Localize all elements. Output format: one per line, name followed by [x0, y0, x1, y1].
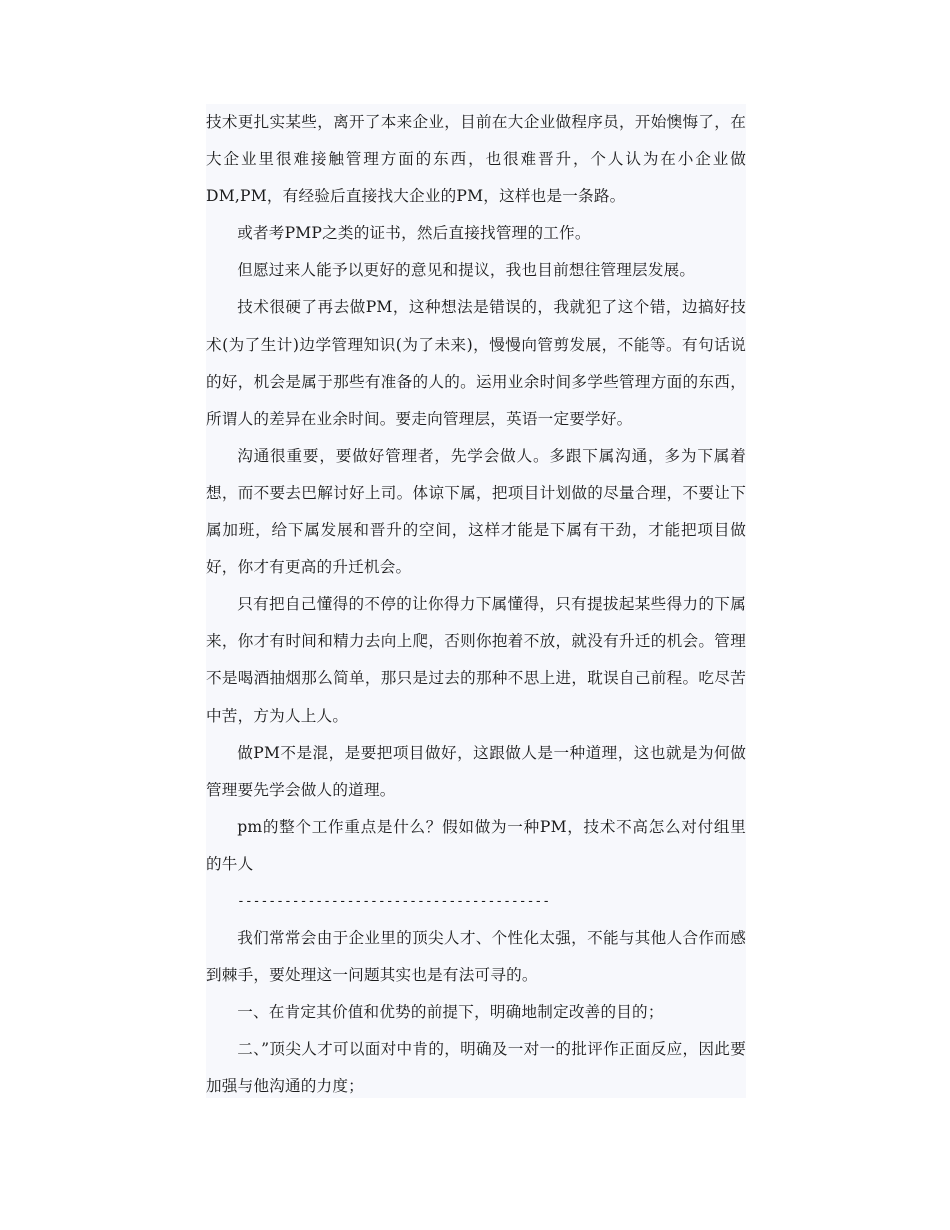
separator-line: ---------------------------------------- — [237, 893, 551, 909]
paragraph-9: 我们常常会由于企业里的顶尖人才、个性化太强，不能与其他人合作而感到棘手，要处理这一问题其实也是有法可寻的。 — [206, 929, 746, 985]
paragraph-11: 二、”顶尖人才可以面对中肯的，明确及一对一的批评作正面反应，因此要加强与他沟通的力度； — [206, 1040, 746, 1096]
paragraph-7: 做PM不是混，是要把项目做好，这跟做人是一种道理，这也就是为何做管理要先学会做人的道理。 — [206, 743, 746, 799]
document-text-block — [206, 104, 746, 1098]
paragraph-5: 沟通很重要，要做好管理者，先学会做人。多跟下属沟通，多为下属着想，而不要去巴解讨好上司。体谅下属，把项目计划做的尽量合理，不要让下属加班，给下属发展和晋升的空间，这样才能是下属有干劲，才能把项目做好，你才有更高的升迁机会。 — [206, 446, 746, 577]
paragraph-3: 但愿过来人能予以更好的意见和提议，我也目前想往管理层发展。 — [237, 261, 696, 280]
paragraph-1: 技术更扎实某些，离开了本来企业，目前在大企业做程序员，开始懊悔了，在大企业里很难接触管理方面的东西，也很难晋升，个人认为在小企业做DM,PM，有经验后直接找大企业的PM，这样也是一条路。 — [206, 113, 746, 206]
paragraph-2: 或者考PMP之类的证书，然后直接找管理的工作。 — [237, 224, 591, 243]
paragraph-6: 只有把自己懂得的不停的让你得力下属懂得，只有提拔起某些得力的下属来，你才有时间和精力去向上爬，否则你抱着不放，就没有升迁的机会。管理不是喝酒抽烟那么简单，那只是过去的那种不思上进，耽误自己前程。吃尽苦中苦，方为人上人。 — [206, 595, 746, 725]
paragraph-8: pm的整个工作重点是什么？假如做为一种PM，技术不高怎么对付组里的牛人 — [206, 817, 746, 873]
paragraph-10: 一、在肯定其价值和优势的前提下，明确地制定改善的目的； — [237, 1003, 664, 1022]
paragraph-4: 技术很硬了再去做PM，这种想法是错误的，我就犯了这个错，边搞好技术(为了生计)边学管理知识(为了未来)，慢慢向管剪发展，不能等。有句话说的好，机会是属于那些有准备的人的。运用业余时间多学些管理方面的东西，所谓人的差异在业余时间。要走向管理层，英语一定要学好。 — [206, 298, 746, 428]
